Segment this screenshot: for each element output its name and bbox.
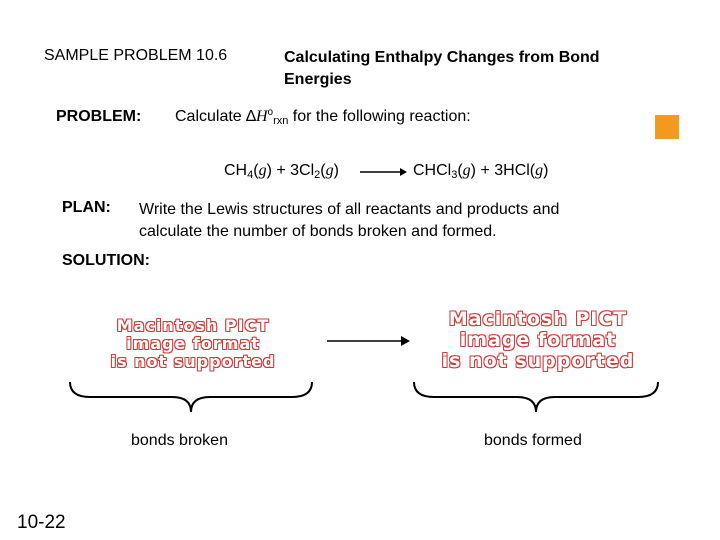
reactant-2-state: (g) bbox=[320, 162, 339, 179]
plus-sign-2: + bbox=[476, 162, 495, 179]
reactant-2-subscript: 2 bbox=[314, 169, 321, 181]
slide-number: 10-22 bbox=[17, 512, 66, 533]
image-placeholder-right-line-3: is not supported bbox=[441, 350, 635, 372]
plan-text bbox=[139, 199, 559, 243]
delta-symbol: ∆ bbox=[246, 108, 256, 125]
product-1-state: (g) bbox=[457, 162, 476, 179]
slide-title bbox=[284, 47, 600, 91]
reaction-equation bbox=[224, 162, 339, 180]
standard-state-sup: o bbox=[267, 107, 274, 118]
image-placeholder-left-line-2: image format bbox=[126, 334, 260, 353]
reaction-products bbox=[413, 162, 548, 180]
problem-label: PROBLEM: bbox=[56, 108, 142, 125]
image-placeholder-right-line-1: Macintosh PICT bbox=[448, 308, 628, 330]
reactant-2: 3Cl bbox=[290, 162, 315, 179]
product-2: 3HCl bbox=[494, 162, 530, 179]
plan-text-line-1: Write the Lewis structures of all reactants and products and bbox=[139, 201, 560, 218]
problem-text-after: for the following reaction: bbox=[288, 108, 471, 125]
caption-bonds-formed: bonds formed bbox=[484, 432, 582, 449]
caption-bonds-broken: bonds broken bbox=[131, 432, 228, 449]
enthalpy-symbol: H bbox=[255, 108, 268, 125]
slide-title-line-2: Energies bbox=[284, 71, 352, 88]
problem-text bbox=[175, 108, 471, 126]
image-placeholder-left-line-3: is not supported bbox=[110, 352, 276, 371]
image-placeholder-right bbox=[418, 310, 658, 371]
plan-label: PLAN: bbox=[62, 199, 111, 216]
right-brace-icon bbox=[410, 380, 662, 414]
image-placeholder-left bbox=[68, 318, 318, 370]
reaction-arrow-icon bbox=[358, 166, 408, 178]
product-1-subscript: 3 bbox=[451, 169, 458, 181]
plus-sign: + bbox=[271, 162, 291, 179]
transformation-arrow-icon bbox=[325, 334, 411, 348]
solution-label: SOLUTION: bbox=[62, 252, 150, 269]
product-1: CHCl bbox=[413, 162, 452, 179]
accent-square bbox=[655, 115, 679, 139]
image-placeholder-left-line-1: Macintosh PICT bbox=[116, 316, 270, 335]
reactant-1-subscript: 4 bbox=[247, 169, 254, 181]
image-placeholder-right-line-2: image format bbox=[459, 329, 617, 351]
left-brace-icon bbox=[66, 380, 316, 414]
sample-problem-label: SAMPLE PROBLEM 10.6 bbox=[44, 47, 228, 64]
reactant-1-state: (g) bbox=[253, 162, 272, 179]
plan-text-line-2: calculate the number of bonds broken and formed. bbox=[139, 223, 497, 240]
problem-text-before: Calculate bbox=[175, 108, 247, 125]
product-2-state: (g) bbox=[529, 162, 549, 179]
rxn-subscript: rxn bbox=[273, 115, 289, 127]
reactant-1: CH bbox=[224, 162, 248, 179]
slide-title-line-1: Calculating Enthalpy Changes from Bond bbox=[284, 49, 600, 66]
